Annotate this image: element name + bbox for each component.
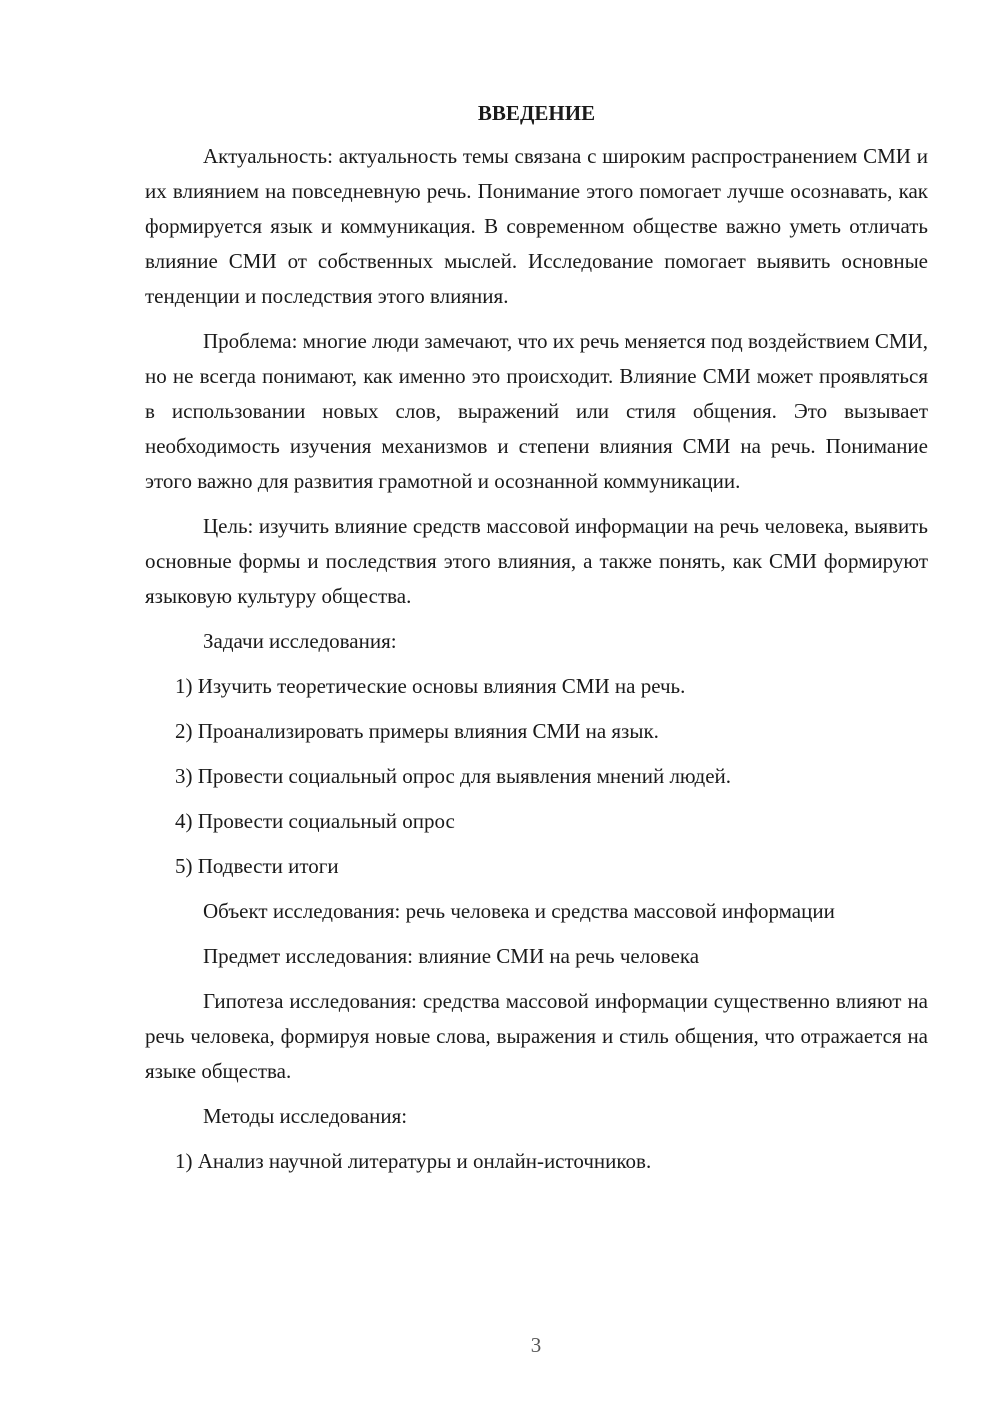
task-item-5: 5) Подвести итоги (175, 854, 339, 878)
task-item-2: 2) Проанализировать примеры влияния СМИ на язык. (175, 719, 659, 743)
problem-paragraph: Проблема: многие люди замечают, что их речь меняется под воздействием СМИ, но не всегда понимают, как именно это происходит. Влияние СМИ может проявляться в использовании новых слов, выражений или стиля общения. Это вызывает необходимость изучения механизмов и степени влияния СМИ на речь. Понимание этого важно для развития грамотной и осознанной коммуникации. (145, 329, 928, 493)
method-item-1: 1) Анализ научной литературы и онлайн-источников. (175, 1149, 652, 1173)
page-title: ВВЕДЕНИЕ (477, 101, 596, 125)
task-item-1: 1) Изучить теоретические основы влияния СМИ на речь. (175, 674, 686, 698)
document-page (145, 96, 928, 1189)
subject-paragraph: Предмет исследования: влияние СМИ на речь человека (203, 944, 700, 968)
page-number: 3 (530, 1333, 542, 1357)
tasks-label: Задачи исследования: (203, 629, 397, 653)
methods-list (145, 1144, 928, 1179)
hypothesis-paragraph: Гипотеза исследования: средства массовой информации существенно влияют на речь человека, формируя новые слова, выражения и стиль общения, что отражается на языке общества. (145, 989, 928, 1083)
tasks-list (145, 669, 928, 884)
goal-paragraph: Цель: изучить влияние средств массовой информации на речь человека, выявить основные формы и последствия этого влияния, а также понять, как СМИ формируют языковую культуру общества. (145, 514, 928, 608)
task-item-3: 3) Провести социальный опрос для выявления мнений людей. (175, 764, 732, 788)
methods-label: Методы исследования: (203, 1104, 408, 1128)
object-paragraph: Объект исследования: речь человека и средства массовой информации (203, 899, 835, 923)
actuality-paragraph: Актуальность: актуальность темы связана с широким распространением СМИ и их влиянием на повседневную речь. Понимание этого помогает лучше осознавать, как формируется язык и коммуникация. В современном обществе важно уметь отличать влияние СМИ от собственных мыслей. Исследование помогает выявить основные тенденции и последствия этого влияния. (145, 144, 928, 308)
task-item-4: 4) Провести социальный опрос (175, 809, 455, 833)
